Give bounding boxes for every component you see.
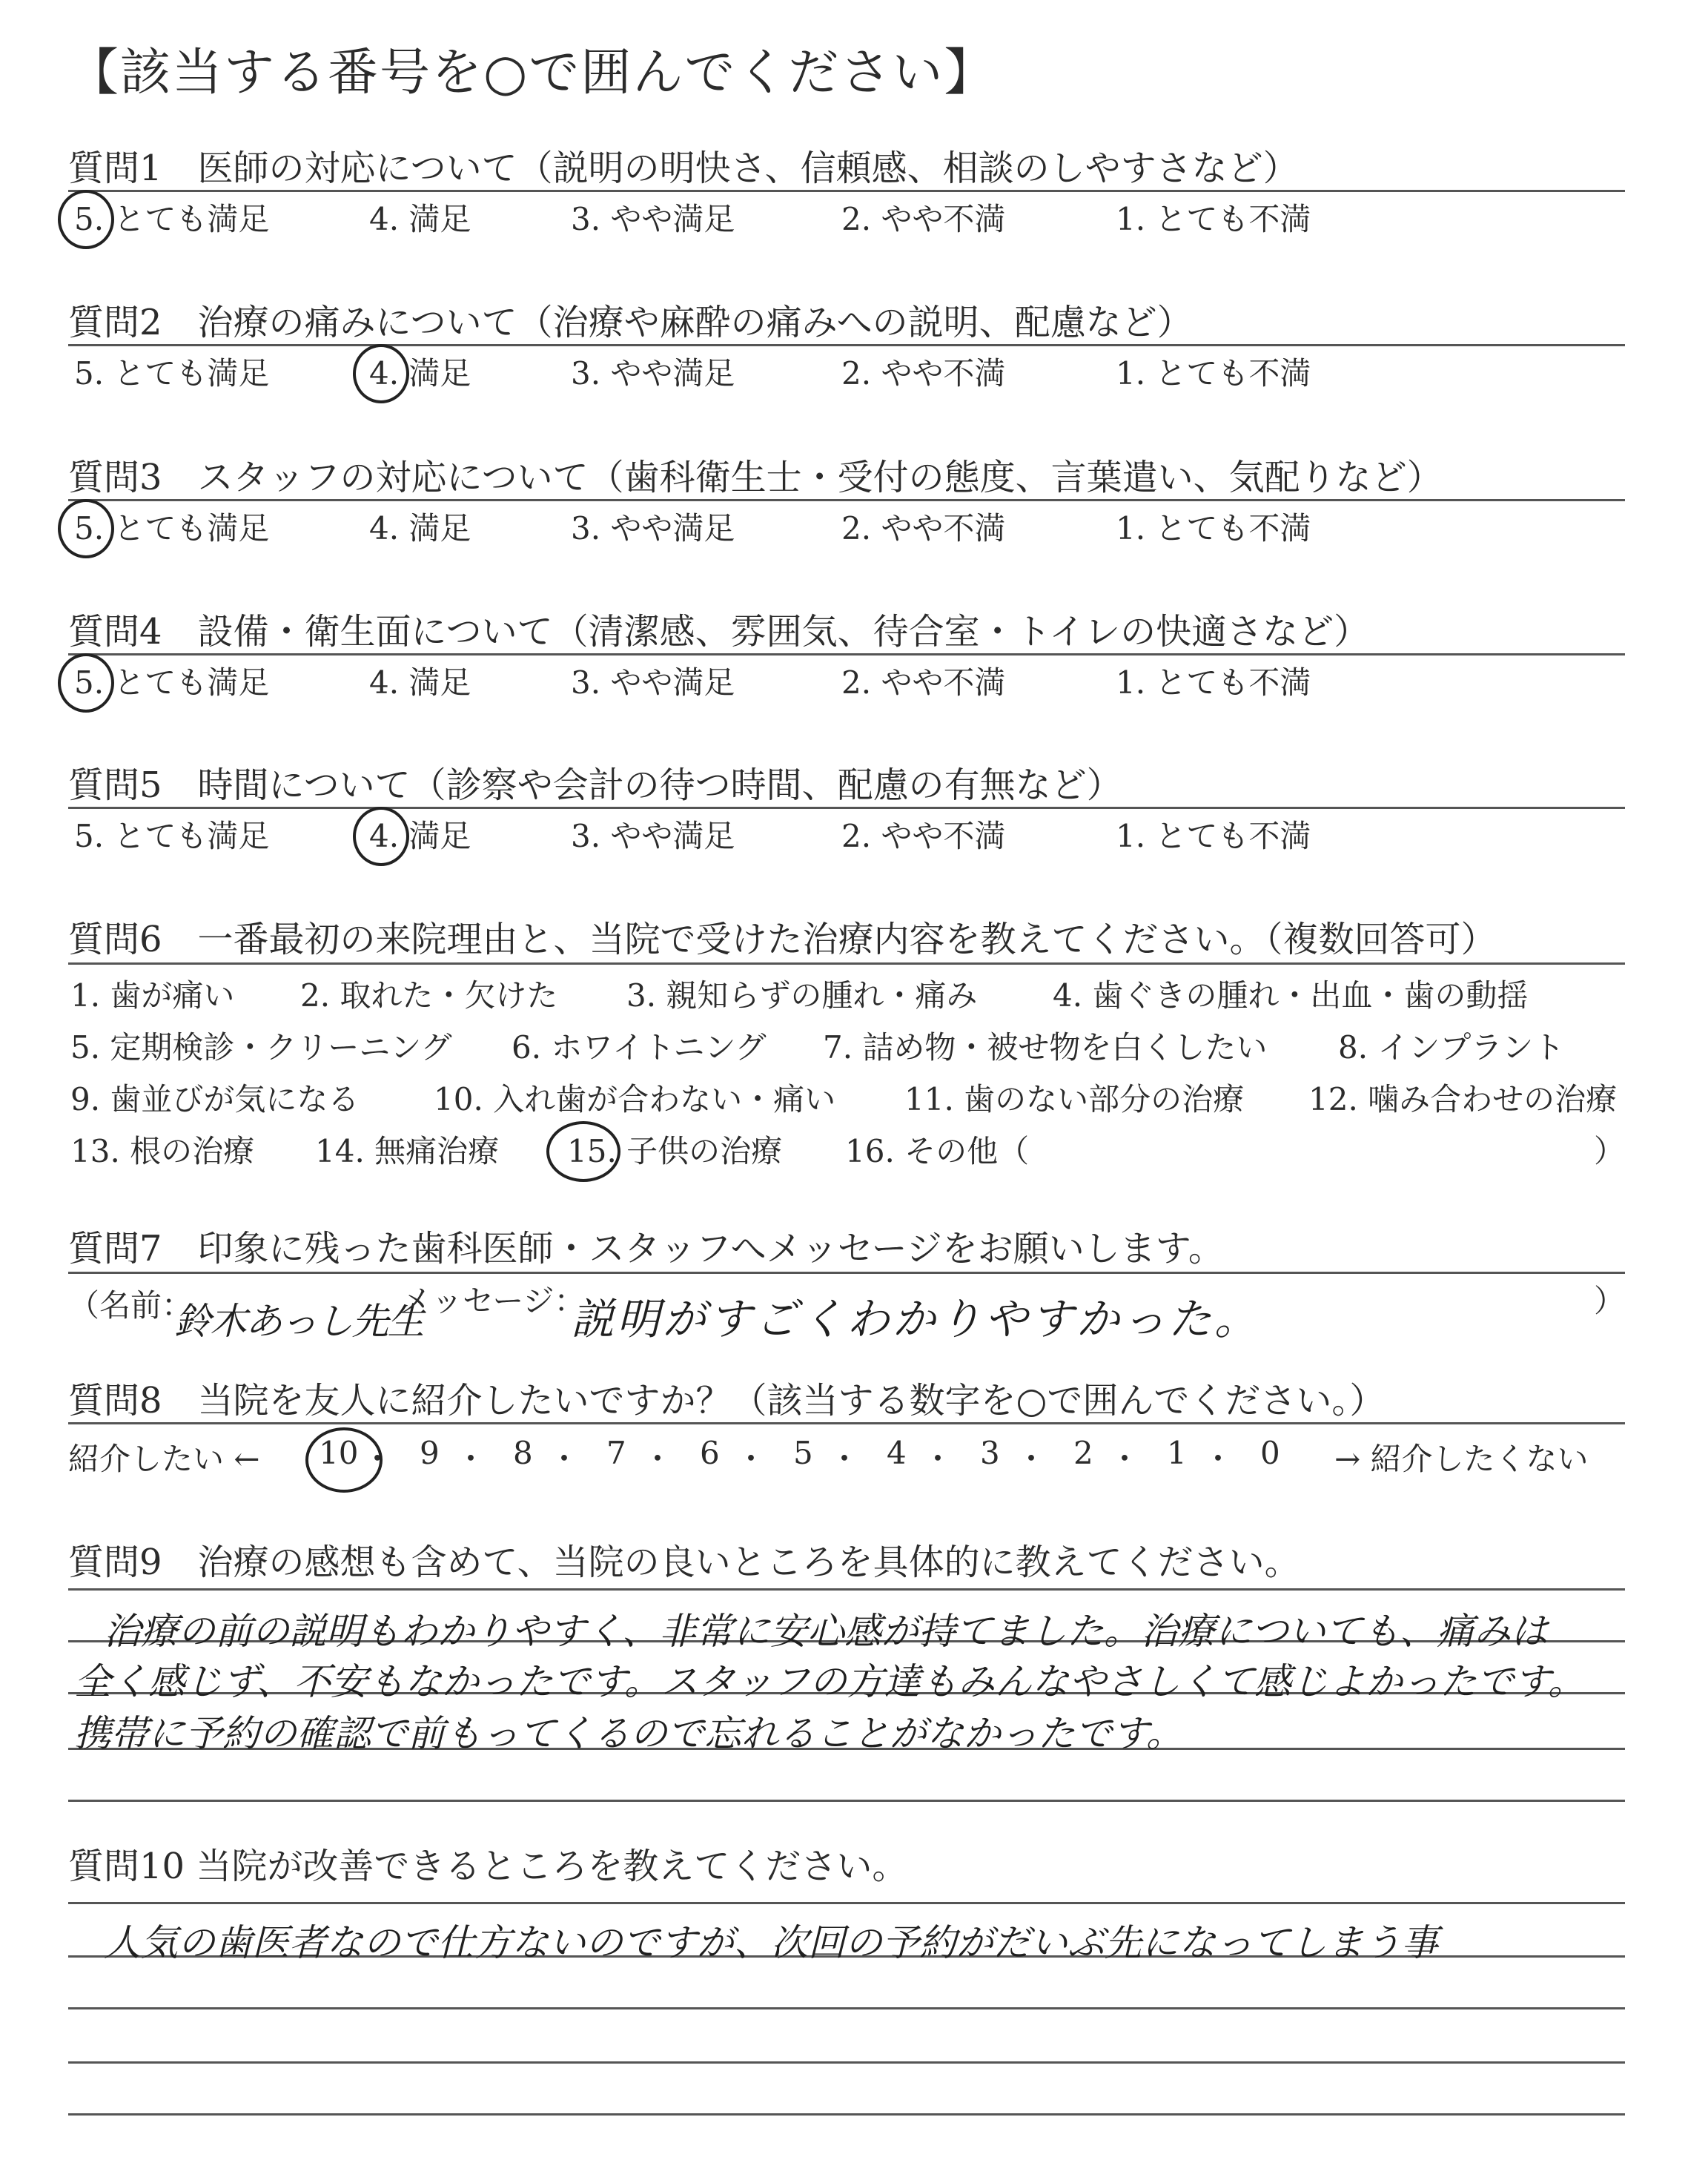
q10-label: 質問10 当院が改善できるところを教えてください。: [68, 1846, 908, 1887]
q6-rule: [68, 962, 1625, 965]
question-3-option-4[interactable]: 4. 満足: [369, 510, 471, 546]
q10-answer-line-1[interactable]: 人気の歯医者なので仕方ないのですが、次回の予約がだいぶ先になってしまう事: [104, 1921, 1438, 1964]
question-4-option-4[interactable]: 4. 満足: [369, 664, 471, 701]
question-1-selected-circle: [58, 190, 114, 249]
q6-close-paren: ）: [1594, 1133, 1626, 1169]
q10-rule-5: [68, 2113, 1625, 2116]
q6-option-2[interactable]: 2. 取れた・欠けた: [300, 977, 558, 1014]
q8-scale-0[interactable]: 0: [1260, 1435, 1280, 1471]
q8-separator: ・: [1109, 1441, 1141, 1477]
q8-scale-5[interactable]: 5: [793, 1435, 813, 1471]
q8-separator: ・: [735, 1441, 767, 1477]
question-5-option-5[interactable]: 5. とても満足: [74, 818, 270, 854]
q8-scale-2[interactable]: 2: [1073, 1435, 1093, 1471]
question-5-rule: [68, 807, 1625, 809]
question-5-option-4[interactable]: 4. 満足: [369, 818, 471, 854]
question-1-option-4[interactable]: 4. 満足: [369, 201, 471, 237]
question-4-selected-circle: [58, 653, 114, 713]
q8-scale-8[interactable]: 8: [513, 1435, 533, 1471]
question-5-label: 質問5 時間について（診察や会計の待つ時間、配慮の有無など）: [68, 764, 1122, 806]
q7-label: 質問7 印象に残った歯科医師・スタッフへメッセージをお願いします。: [68, 1228, 1224, 1269]
q8-separator: ・: [829, 1441, 861, 1477]
q8-scale-6[interactable]: 6: [700, 1435, 720, 1471]
q8-separator: ・: [362, 1441, 394, 1477]
q9-rule-5: [68, 1800, 1625, 1802]
q8-right-label: → 紹介したくない: [1334, 1441, 1589, 1477]
q9-answer-line-1[interactable]: 治療の前の説明もわかりやすく、非常に安心感が持てました。治療についても、痛みは: [104, 1610, 1548, 1653]
q6-option-16[interactable]: 16. その他（: [845, 1133, 1030, 1169]
question-5-option-3[interactable]: 3. やや満足: [571, 818, 735, 854]
q7-message-label: メッセージ：: [400, 1283, 586, 1319]
question-1-label: 質問1 医師の対応について（説明の明快さ、信頼感、相談のしやすさなど）: [68, 148, 1299, 189]
question-5-option-1[interactable]: 1. とても不満: [1116, 818, 1311, 854]
q7-message-value[interactable]: 説明がすごくわかりやすかった。: [571, 1294, 1261, 1344]
question-3-selected-circle: [58, 499, 114, 558]
question-1-option-3[interactable]: 3. やや満足: [571, 201, 735, 237]
q8-scale-1[interactable]: 1: [1167, 1435, 1187, 1471]
q6-option-11[interactable]: 11. 歯のない部分の治療: [904, 1081, 1245, 1117]
question-3-rule: [68, 499, 1625, 501]
q6-option-8[interactable]: 8. インプラント: [1338, 1029, 1565, 1066]
q8-scale-10[interactable]: 10: [319, 1435, 359, 1471]
q6-option-12[interactable]: 12. 噛み合わせの治療: [1308, 1081, 1618, 1117]
q6-option-4[interactable]: 4. 歯ぐきの腫れ・出血・歯の動揺: [1053, 977, 1529, 1014]
question-1-rule: [68, 190, 1625, 192]
q8-selected-circle: [305, 1427, 383, 1493]
q8-separator: ・: [642, 1441, 674, 1477]
question-2-selected-circle: [353, 344, 409, 403]
q9-label: 質問9 治療の感想も含めて、当院の良いところを具体的に教えてください。: [68, 1542, 1300, 1583]
q6-option-6[interactable]: 6. ホワイトニング: [512, 1029, 767, 1066]
q6-option-14[interactable]: 14. 無痛治療: [315, 1133, 500, 1169]
q6-option-13[interactable]: 13. 根の治療: [70, 1133, 255, 1169]
question-2-option-1[interactable]: 1. とても不満: [1116, 355, 1311, 392]
q7-name-label: （名前：: [68, 1287, 193, 1324]
question-4-option-2[interactable]: 2. やや不満: [841, 664, 1006, 701]
q8-separator: ・: [549, 1441, 580, 1477]
question-3-option-5[interactable]: 5. とても満足: [74, 510, 270, 546]
q9-answer-line-3[interactable]: 携帯に予約の確認で前もってくるので忘れることがなかったです。: [74, 1712, 1183, 1755]
question-4-label: 質問4 設備・衛生面について（清潔感、雰囲気、待合室・トイレの快適さなど）: [68, 611, 1370, 653]
question-2-option-5[interactable]: 5. とても満足: [74, 355, 270, 392]
q6-option-3[interactable]: 3. 親知らずの腫れ・痛み: [626, 977, 978, 1014]
page-title: 【該当する番号を○で囲んでください】: [68, 44, 996, 102]
q10-rule-4: [68, 2061, 1625, 2064]
question-1-option-2[interactable]: 2. やや不満: [841, 201, 1006, 237]
q8-scale-7[interactable]: 7: [606, 1435, 626, 1471]
q8-left-label: 紹介したい ←: [68, 1441, 260, 1477]
q7-name-value[interactable]: 鈴木あっし先生: [174, 1300, 423, 1343]
question-4-option-1[interactable]: 1. とても不満: [1116, 664, 1311, 701]
q9-rule-1: [68, 1588, 1625, 1591]
question-4-option-3[interactable]: 3. やや満足: [571, 664, 735, 701]
q8-rule: [68, 1422, 1625, 1424]
q6-option-15[interactable]: 15. 子供の治療: [567, 1133, 783, 1169]
q7-close-paren: ）: [1594, 1283, 1626, 1319]
q8-scale-3[interactable]: 3: [980, 1435, 1000, 1471]
q6-option-1[interactable]: 1. 歯が痛い: [70, 977, 235, 1014]
question-4-rule: [68, 653, 1625, 655]
q8-scale-9[interactable]: 9: [420, 1435, 440, 1471]
q6-selected-circle: [546, 1121, 620, 1182]
q8-separator: ・: [922, 1441, 954, 1477]
question-2-option-4[interactable]: 4. 満足: [369, 355, 471, 392]
question-3-option-2[interactable]: 2. やや不満: [841, 510, 1006, 546]
q8-separator: ・: [455, 1441, 487, 1477]
q8-scale-4[interactable]: 4: [887, 1435, 907, 1471]
question-2-rule: [68, 344, 1625, 346]
q8-label: 質問8 当院を友人に紹介したいですか？（該当する数字を○で囲んでください。）: [68, 1380, 1386, 1421]
q10-rule-3: [68, 2007, 1625, 2009]
question-1-option-1[interactable]: 1. とても不満: [1116, 201, 1311, 237]
q6-option-9[interactable]: 9. 歯並びが気になる: [70, 1081, 360, 1117]
q10-rule-1: [68, 1902, 1625, 1904]
q7-rule: [68, 1272, 1625, 1274]
q8-separator: ・: [1016, 1441, 1047, 1477]
question-2-option-3[interactable]: 3. やや満足: [571, 355, 735, 392]
question-5-selected-circle: [353, 807, 409, 866]
q8-separator: ・: [1202, 1441, 1234, 1477]
q6-option-10[interactable]: 10. 入れ歯が合わない・痛い: [434, 1081, 836, 1117]
question-3-option-1[interactable]: 1. とても不満: [1116, 510, 1311, 546]
question-2-option-2[interactable]: 2. やや不満: [841, 355, 1006, 392]
question-4-option-5[interactable]: 5. とても満足: [74, 664, 270, 701]
q6-label: 質問6 一番最初の来院理由と、当院で受けた治療内容を教えてください。（複数回答可）: [68, 919, 1497, 960]
q6-option-7[interactable]: 7. 詰め物・被せ物を白くしたい: [823, 1029, 1268, 1066]
question-2-label: 質問2 治療の痛みについて（治療や麻酔の痛みへの説明、配慮など）: [68, 302, 1193, 343]
question-5-option-2[interactable]: 2. やや不満: [841, 818, 1006, 854]
question-1-option-5[interactable]: 5. とても満足: [74, 201, 270, 237]
question-3-label: 質問3 スタッフの対応について（歯科衛生士・受付の態度、言葉遣い、気配りなど）: [68, 457, 1443, 498]
q6-option-5[interactable]: 5. 定期検診・クリーニング: [70, 1029, 452, 1066]
q9-answer-line-2[interactable]: 全く感じず、不安もなかったです。スタッフの方達もみんなやさしくて感じよかったです。: [74, 1660, 1585, 1703]
question-3-option-3[interactable]: 3. やや満足: [571, 510, 735, 546]
